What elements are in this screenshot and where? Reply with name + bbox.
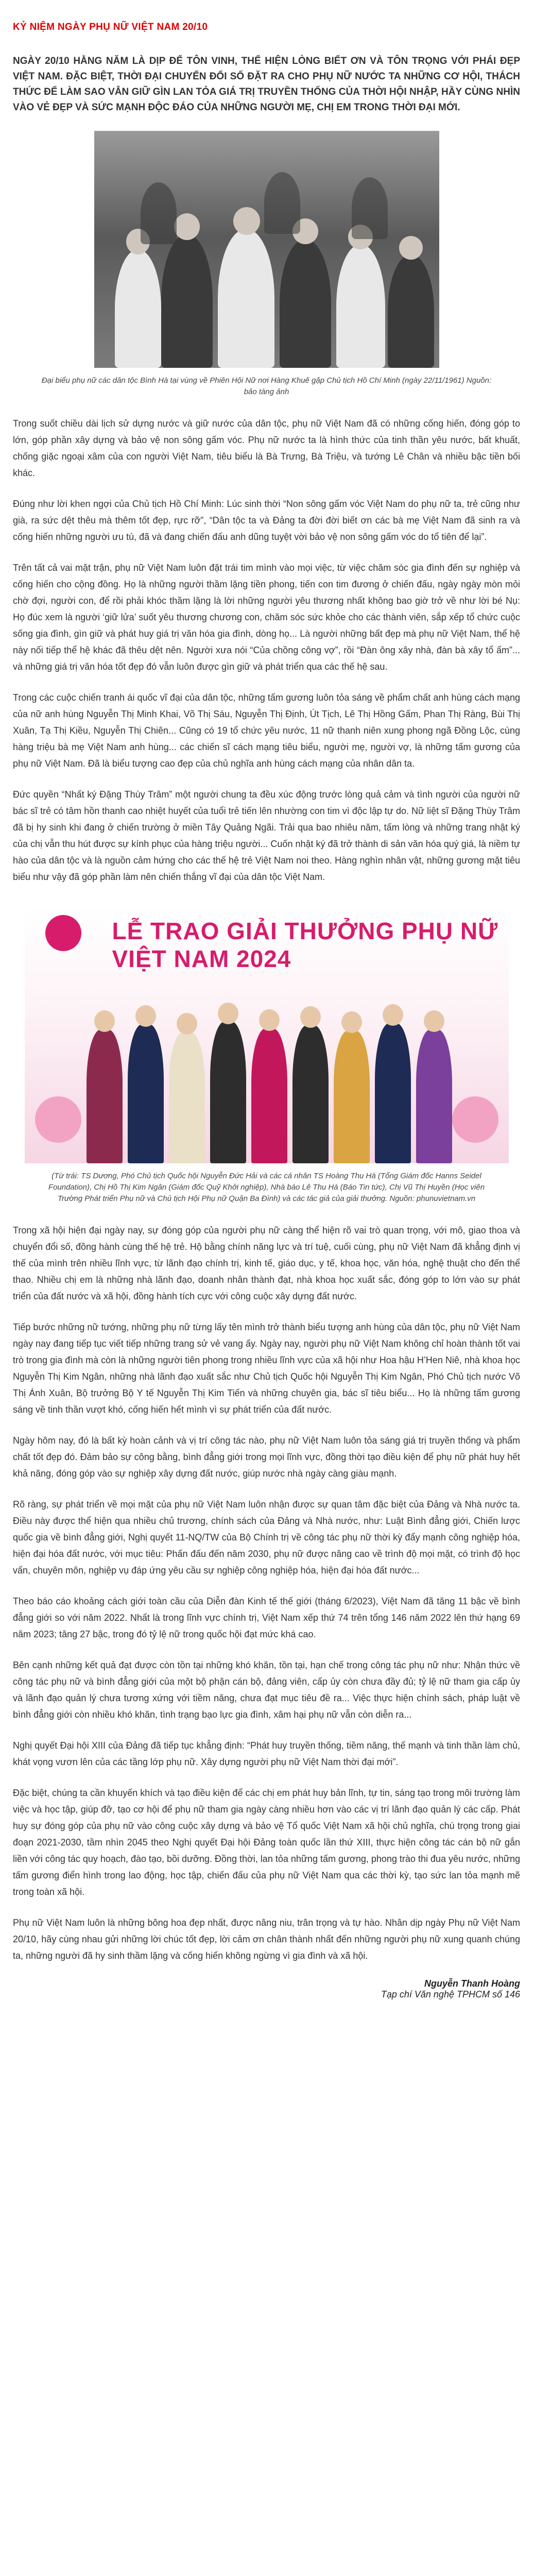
- flower-decoration: [452, 1096, 498, 1143]
- awardee-head: [341, 1011, 362, 1033]
- paragraph: Tiếp bước những nữ tướng, những phụ nữ từng lấy tên mình trở thành biểu tượng anh hùng của dân tộc, phụ nữ Việt Nam ngày nay đang tiếp tục viết tiếp những trang sử vẻ vang ấy. Ngày nay, người phụ nữ Việt Nam không chỉ hoàn thành tốt vai trò trong gia đình mà còn là những người tiên phong trong nhiều lĩnh vực của xã hội như Hoa hậu H’Hen Niê, nhà khoa học Nguyễn Thị Kim Ngân, những nhà lãnh đạo xuất sắc như Chủ tịch Quốc hội Nguyễn Thị Kim Ngân, Phó Chủ tịch nước Võ Thị Ánh Xuân, Bộ trưởng Bộ Y tế Nguyễn Thị Kim Tiến và những chuyên gia, bác sĩ tiêu biểu... Họ là những tấm gương sáng về tinh thần vượt khó, cống hiến hết mình vì sự phát triển của đất nước.: [13, 1322, 520, 1415]
- awardee-head: [177, 1013, 197, 1035]
- awardee: [375, 1023, 411, 1163]
- photo-figure-head: [174, 213, 200, 240]
- awardee: [416, 1029, 452, 1163]
- awardee-head: [300, 1006, 321, 1028]
- photo-figure: [161, 234, 213, 368]
- flower-decoration: [35, 1096, 81, 1143]
- awardee: [292, 1025, 329, 1163]
- article-body-a: [13, 415, 520, 885]
- photo-figure: [352, 177, 388, 239]
- awardee: [251, 1028, 287, 1163]
- author-block: [13, 1978, 520, 2000]
- award-banner: LỄ TRAO GIẢI THƯỞNG PHỤ NỮ VIỆT NAM 2024: [112, 918, 498, 972]
- paragraph: Theo báo cáo khoảng cách giới toàn cầu của Diễn đàn Kinh tế thế giới (tháng 6/2023), Việt Nam đã tăng 11 bậc về bình đẳng giới so với năm 2022. Nhất là trong lĩnh vực chính trị, Việt Nam xếp thứ 74 trên tổng 146 năm 2022 lên thứ hạng 69 năm 2023; tăng 27 bậc, trong đó tỷ lệ nữ trong quốc hội đạt mức khá cao.: [13, 1596, 520, 1639]
- paragraph: Đức quyền “Nhất ký Đặng Thùy Trâm” một người chung ta đều xúc động trước lòng quả cảm và tình người của người nữ bác sĩ trẻ có tâm hồn thanh cao nhiệt huyết của tuổi trẻ tiến lên nhường con tim vì độc lập tự do. Nữ liệt sĩ Đặng Thùy Trâm đã bị hy sinh khi đang ở chiến trường ở miền Tây Quảng Ngãi. Trải qua bao nhiêu năm, tấm lòng và những trang nhật ký của chị vẫn thu hút được sự kính phục của hàng triệu người... Cuốn nhật ký đã trở thành di sản văn hóa quý giá, là niềm tự hào của dân tộc và là nguồn cảm hứng cho các thế hệ trẻ Việt Nam noi theo. Hàng nghìn nhân vật, những gương mặt tiêu biểu như vậy đã góp phần làm nên chiến thắng vĩ đại của dân tộc Việt Nam.: [13, 789, 520, 882]
- article-content: [13, 0, 520, 2000]
- awardee-head: [135, 1005, 156, 1027]
- category-tag[interactable]: KỶ NIỆM NGÀY PHỤ NỮ VIỆT NAM 20/10: [13, 22, 208, 32]
- photo-figure-head: [399, 236, 423, 260]
- photo-caption: (Từ trái: TS Dương, Phó Chủ tịch Quốc hội Nguyễn Đức Hải và các cá nhân TS Hoàng Thu Hà (Tổng Giám đốc Hanns Seidel Foundation), Chị Hồ Thị Kim Ngân (Giám đốc Quỹ Khởi nghiệp), Nhà báo Lê Thu Hà (Báo Tin tức), Chị Vũ Thị Huyền (Học viên Trường Phát triển Phụ nữ và Chủ tịch Hội Phụ nữ Quận Ba Đình) và các tác giả của giải thưởng. Nguồn: phunuvietnam.vn: [48, 1172, 485, 1203]
- article-body-b: [13, 1222, 520, 1964]
- awardee: [210, 1022, 246, 1163]
- award-ceremony-photo: [25, 906, 509, 1163]
- photo-figure-head: [233, 207, 260, 235]
- awardee: [334, 1030, 370, 1163]
- awardee: [128, 1024, 164, 1163]
- photo-caption: Đại biểu phụ nữ các dân tộc Bình Hà tại vùng về Phiên Hội Nữ nơi Hàng Khuê gặp Chủ tịch Hồ Chí Minh (ngày 22/11/1961) Nguồn: bảo tàng ảnh: [41, 376, 492, 396]
- paragraph: Trên tất cả vai mặt trận, phụ nữ Việt Nam luôn đặt trái tim mình vào mọi việc, từ việc chăm sóc gia đình đến sự nghiệp và cống hiến cho cộng đồng. Họ là những người thầm lặng tiền phong, tiến con tim đương ở chiến đấu, ngày ngày mòn mỏi chờ đợi, người con, để rồi phải khóc thầm lặng là lời những người yêu thương nhất không bao giờ trở về như lời bé Nụ: Họ đúc xem là người ‘giữ lửa’ suốt yêu thương chương con, chăm sóc sức khỏe cho các thành viên, sắp xếp tổ chức cuộc sống gia đình, gìn giữ và phát huy giá trị văn hóa gia đình, dòng họ... Là người những bất đẹp mà phụ nữ Việt Nam, thể hệ này nối tiếp thể hệ khác đã thêu dệt nên. Người xưa nói “Của chồng công vợ”, rồi “Đàn ông xây nhà, đàn bà xây tổ ấm”... và những giá trị văn hóa tốt đẹp đó vẫn luôn được gìn giữ và phát triển qua các thế hệ sau.: [13, 563, 520, 672]
- paragraph: Phụ nữ Việt Nam luôn là những bông hoa đẹp nhất, được nâng niu, trân trọng và tự hào. Nhân dịp ngày Phụ nữ Việt Nam 20/10, hãy cùng nhau gửi những lời chúc tốt đẹp, lời cảm ơn chân thành nhất đến những người phụ nữ xung quanh chúng ta, những người đã hy sinh thầm lặng và cống hiến không ngừng vì gia đình và xã hội.: [13, 1918, 520, 1961]
- author-role: Tạp chí Văn nghệ TPHCM số 146: [381, 1989, 520, 1999]
- article-lead: NGÀY 20/10 HẰNG NĂM LÀ DỊP ĐỂ TÔN VINH, THỂ HIỆN LÒNG BIẾT ƠN VÀ TÔN TRỌNG VỚI PHÁI ĐẸP VIỆT NAM. ĐẶC BIỆT, THỜI ĐẠI CHUYỂN ĐỔI SỐ ĐẶT RA CHO PHỤ NỮ NƯỚC TA NHỮNG CƠ HỘI, THÁCH THỨC ĐỂ LÀM SAO VẪN GIỮ GÌN LAN TỎA GIÁ TRỊ TRUYỀN THỐNG CỦA THỜI HỘI NHẬP, HẦY CÙNG NHÌN VÀO VẺ ĐẸP VÀ SỨC MẠNH ĐỘC ĐÁO CỦA NHỮNG NGƯỜI MẸ, CHỊ EM TRONG THỜI ĐẠI MỚI.: [13, 56, 520, 113]
- photo-figure: [264, 172, 300, 234]
- awardee: [169, 1032, 205, 1163]
- photo-figure: [280, 239, 331, 368]
- paragraph: Trong suốt chiều dài lịch sử dựng nước và giữ nước của dân tộc, phụ nữ Việt Nam đã có những cống hiến, đóng góp to lớn, góp phần xây dựng và bảo vệ non sông gấm vóc. Phụ nữ nước ta là hình thức của tinh thần yêu nước, bất khuất, chống giặc ngoại xâm của con người Việt Nam, tiêu biểu là Bà Trưng, Bà Triệu, và tướng Lê Chân và nhiều bậc tiền bối khác.: [13, 418, 520, 478]
- award-logo: [45, 915, 81, 951]
- photo-figure: [336, 244, 385, 368]
- paragraph: Rõ ràng, sự phát triển về mọi mặt của phụ nữ Việt Nam luôn nhận được sự quan tâm đặc biệt của Đảng và Nhà nước ta. Điều này được thể hiện qua nhiều chủ trương, chính sách của Đảng và Nhà nước, như: Luật Bình đẳng giới, Chiến lược quốc gia về bình đẳng giới, Nghị quyết 11-NQ/TW của Bộ Chính trị về công tác phụ nữ thời kỳ đẩy mạnh công nghiệp hóa, hiện đại hóa đất nước, với mục tiêu: Phấn đấu đến năm 2030, phụ nữ được nâng cao về trình độ mọi mặt, có trình độ học vấn, chuyên môn, nghiệp vụ đáp ứng yêu cầu sự nghiệp công nghiệp hóa, hiện đại hóa đất nước...: [13, 1499, 520, 1575]
- photo-figure: [115, 249, 161, 368]
- awardee-head: [259, 1009, 280, 1031]
- awardee: [87, 1029, 123, 1163]
- paragraph: Đúng như lời khen ngợi của Chủ tịch Hồ Chí Minh: Lúc sinh thời “Non sông gấm vóc Việt Nam do phụ nữ ta, trẻ cũng như già, ra sức dệt thêu mà thêm tốt đẹp, rực rỡ”, “Dân tộc ta và Đảng ta đời đời biết ơn các bà mẹ Việt Nam đã sinh ra và cống hiến những người ưu tú, đã và đang chiến đấu anh dũng tuyệt vời bảo vệ non sông gấm vóc do tổ tiên để lại”.: [13, 499, 520, 542]
- paragraph: Trong các cuộc chiến tranh ái quốc vĩ đại của dân tộc, những tấm gương luôn tỏa sáng về phẩm chất anh hùng cách mạng của nữ anh hùng Nguyễn Thị Minh Khai, Võ Thị Sáu, Nguyễn Thị Định, Út Tịch, Lê Thị Hồng Gấm, Phan Thị Ràng, Bùi Thị Xuân, Tạ Thị Kiều, Nguyễn Thị Chiên... Cũng có 19 tổ chức yêu nước, 11 nữ thanh niên xung phong ngã Đồng Lộc, cùng hàng triệu bà mẹ Việt Nam anh hùng... các chiến sĩ cách mạng tiêu biểu, người mẹ, người vợ, là những tấm gương của phụ nữ Việt Nam. Đã là biểu tượng cao đẹp của chủ nghĩa anh hùng cách mạng của nhân dân ta.: [13, 692, 520, 769]
- awardee-head: [424, 1010, 444, 1032]
- awardee-head: [218, 1003, 238, 1024]
- awardee-head: [94, 1010, 115, 1032]
- author-name: Nguyễn Thanh Hoàng: [424, 1978, 520, 1989]
- paragraph: Đặc biệt, chúng ta cần khuyến khích và tạo điều kiện để các chị em phát huy bản lĩnh, tự tin, sáng tạo trong môi trường làm việc và học tập, giúp đỡ, tạo cơ hội để phụ nữ tham gia ngày càng nhiều hơn vào các vị trí lãnh đạo quản lý các cấp. Phát huy sự đóng góp của phụ nữ vào công cuộc xây dựng và bảo vệ Tổ quốc Việt Nam xã hội chủ nghĩa, chú trọng trong giai đoạn 2021-2030, tầm nhìn 2045 theo Nghị quyết Đại hội Đảng toàn quốc lần thứ XIII, thực hiện công tác cán bộ nữ gắn liền với công tác quy hoạch, đào tạo, bồi dưỡng. Đồng thời, lan tỏa những tấm gương, phong trào thi đua yêu nước, những tấm gương điển hình trong lao động, học tập, chiến đấu của phụ nữ Việt Nam qua các thời kỳ, tạo sức lan tỏa mạnh mẽ trong toàn xã hội.: [13, 1788, 520, 1897]
- paragraph: Ngày hôm nay, đó là bất kỳ hoàn cảnh và vị trí công tác nào, phụ nữ Việt Nam luôn tỏa sáng giá trị truyền thống và phẩm chất tốt đẹp đó. Đảm bảo sự công bằng, bình đẳng giới trong mọi lĩnh vực, đồng thời tạo điều kiện để phụ nữ phát huy hết khả năng, đóng góp vào sự nghiệp xây dựng đất nước, giúp nước nhà ngày càng giàu mạnh.: [13, 1435, 520, 1479]
- paragraph: Trong xã hội hiện đại ngày nay, sự đóng góp của người phụ nữ càng thể hiện rõ vai trò quan trọng, với mô, giao thoa và chuyển đổi số, đồng hành cùng thế hệ trẻ. Hộ bằng chính năng lực và trí tuệ, cuối cùng, phụ nữ Việt Nam đã khẳng định vị thế của mình trên nhiều lĩnh vực, từ lãnh đạo chính trị, kinh tế, giáo dục, y tế, khoa học, văn hóa, nghệ thuật cho đến thể thao. Nhiều chị em là những nhà lãnh đạo, doanh nhân thành đạt, nhà khoa học xuất sắc, đóng góp to lớn vào sự phát triển của đất nước và xã hội, đồng hành tích cực với công cuộc xây dựng đất nước.: [13, 1225, 520, 1301]
- photo-figure: [141, 182, 177, 244]
- paragraph: Bên cạnh những kết quả đạt được còn tồn tại những khó khăn, tồn tại, hạn chế trong công tác phụ nữ như: Nhận thức về công tác phụ nữ và bình đẳng giới của một bộ phận cán bộ, đảng viên, cấp ủy còn chưa đầy đủ; tỷ lệ nữ tham gia cấp ủy và lãnh đạo quản lý chưa tương xứng với tiềm năng, chưa đạt mục tiêu đề ra... Việc thực hiện chính sách, pháp luật về bình đẳng giới còn nhiều khó khăn, tình trạng bạo lực gia đình, xâm hại phụ nữ vẫn còn diễn ra...: [13, 1660, 520, 1720]
- historical-photo: [94, 131, 439, 368]
- photo-figure: [218, 229, 274, 368]
- awardee-head: [383, 1004, 403, 1026]
- paragraph: Nghị quyết Đại hội XIII của Đảng đã tiếp tục khẳng định: “Phát huy truyền thống, tiềm năng, thế mạnh và tinh thần làm chủ, khát vọng vươn lên của các tầng lớp phụ nữ. Xây dựng người phụ nữ Việt Nam thời đại mới”.: [13, 1740, 520, 1767]
- photo-figure: [388, 255, 434, 368]
